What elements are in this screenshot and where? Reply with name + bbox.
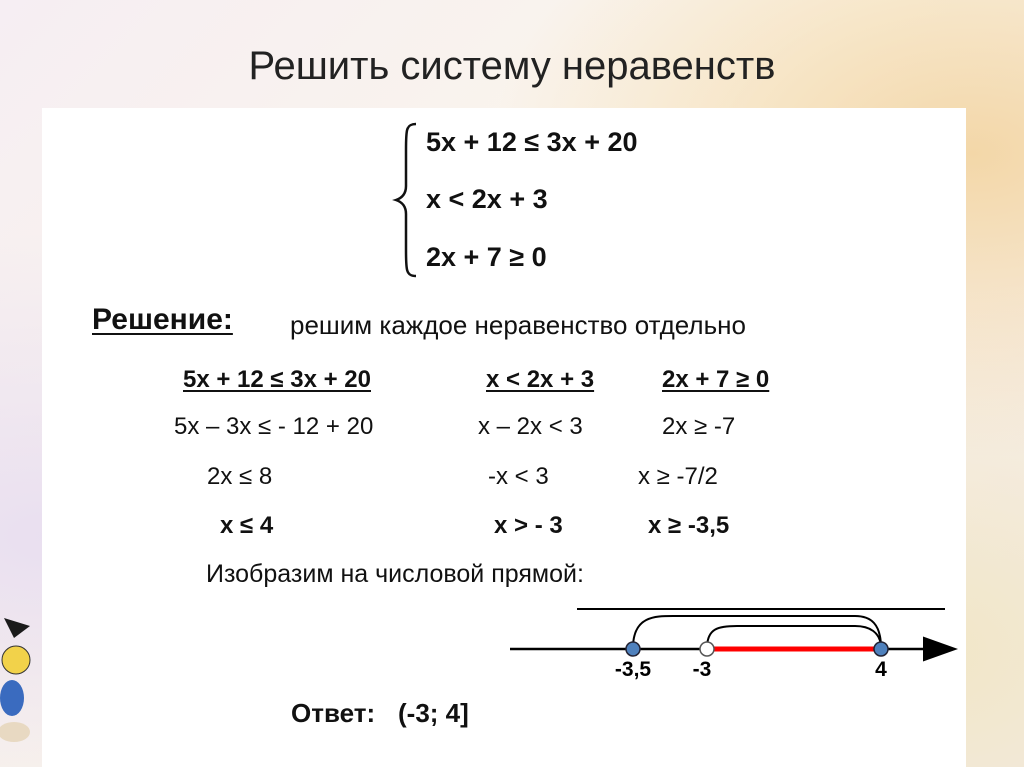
system-line-1: 5x + 12 ≤ 3x + 20 — [426, 127, 638, 157]
col3-row2: 2x ≥ -7 — [662, 413, 736, 440]
answer-label: Ответ: — [291, 698, 376, 728]
cartoon-figure-icon — [0, 598, 44, 748]
label-minus-3: -3 — [692, 658, 712, 681]
point-4 — [874, 642, 888, 656]
col2-row2: x – 2x < 3 — [478, 413, 583, 440]
label-minus-3-5: -3,5 — [614, 658, 652, 681]
system-line-3: 2x + 7 ≥ 0 — [426, 242, 547, 272]
slide-title: Решить систему неравенств — [248, 44, 776, 88]
arc-x-ge-minus-3-5 — [633, 616, 881, 648]
solution-description: решим каждое неравенство отдельно — [290, 310, 746, 340]
system-brace — [392, 120, 422, 280]
col3-row1: 2x + 7 ≥ 0 — [662, 366, 770, 393]
point-minus-3-5 — [626, 642, 640, 656]
answer-value: (-3; 4] — [398, 698, 469, 728]
number-line-caption: Изобразим на числовой прямой: — [206, 560, 584, 588]
col3-row4: x ≥ -3,5 — [648, 512, 730, 539]
col1-row2: 5x – 3x ≤ - 12 + 20 — [174, 413, 374, 440]
number-line — [505, 600, 965, 690]
solution-label: Решение: — [92, 303, 233, 336]
col3-row3: x ≥ -7/2 — [638, 463, 718, 490]
col2-row3: -x < 3 — [488, 463, 549, 490]
col2-row1: x < 2x + 3 — [486, 366, 595, 393]
col2-row4: x > - 3 — [494, 512, 563, 539]
system-line-2: x < 2x + 3 — [426, 184, 548, 214]
col1-row4: x ≤ 4 — [220, 512, 274, 539]
col1-row1: 5x + 12 ≤ 3x + 20 — [183, 366, 371, 393]
arc-x-gt-minus-3 — [707, 626, 881, 648]
col1-row3: 2x ≤ 8 — [207, 463, 273, 490]
label-4: 4 — [875, 658, 887, 681]
point-minus-3 — [700, 642, 714, 656]
